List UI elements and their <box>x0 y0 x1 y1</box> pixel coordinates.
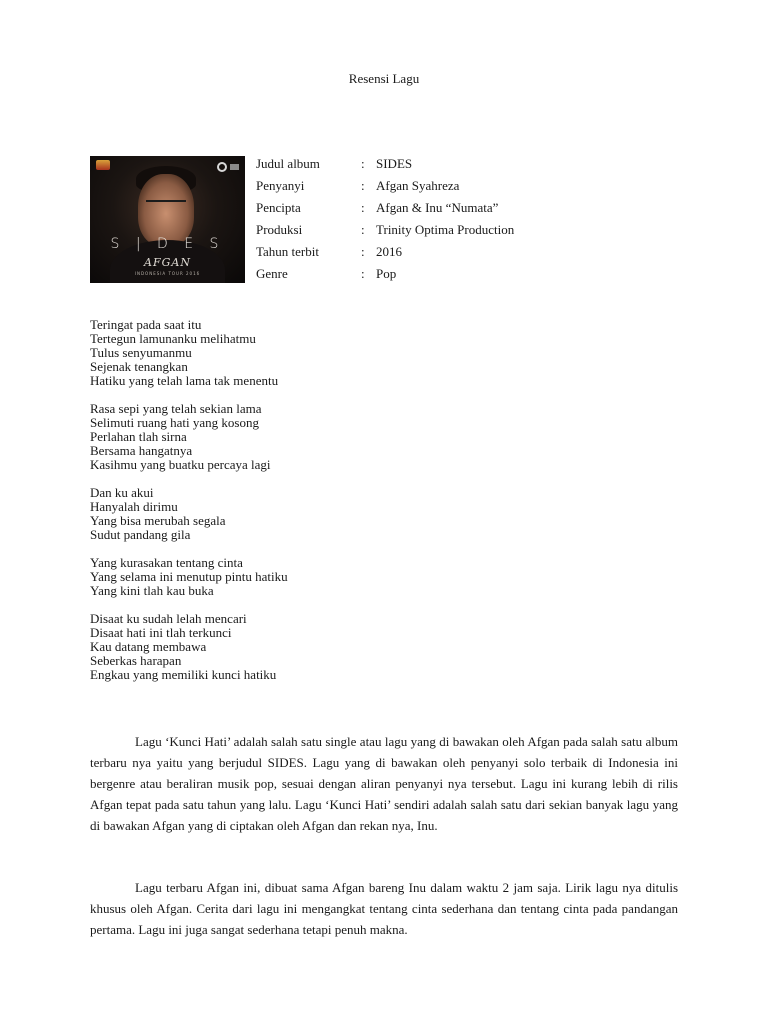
cover-artist: AFGAN <box>144 256 191 269</box>
info-value: 2016 <box>376 244 402 259</box>
lyrics-stanza <box>90 318 288 388</box>
glasses-icon <box>146 200 186 211</box>
info-colon: : <box>361 266 365 281</box>
sponsor-badge-icon <box>230 164 239 170</box>
review-paragraph <box>90 877 678 940</box>
lyric-line: Yang kurasakan tentang cinta <box>90 555 243 570</box>
info-value: SIDES <box>376 156 413 171</box>
label-logo-icon <box>96 160 110 170</box>
lyric-line: Tulus senyumanmu <box>90 345 192 360</box>
lyric-line: Yang selama ini menutup pintu hatiku <box>90 569 288 584</box>
info-colon: : <box>361 200 365 215</box>
lyric-line: Seberkas harapan <box>90 653 182 668</box>
lyric-line: Yang bisa merubah segala <box>90 513 226 528</box>
info-label: Produksi <box>256 222 303 237</box>
info-value: Pop <box>376 266 397 281</box>
page-title: Resensi Lagu <box>348 71 420 86</box>
sponsor-logo-icon <box>217 162 227 172</box>
lyric-line: Disaat ku sudah lelah mencari <box>90 611 247 626</box>
info-colon: : <box>361 244 365 259</box>
lyrics-stanza <box>90 486 288 542</box>
song-lyrics <box>90 318 288 696</box>
info-label: Genre <box>256 266 288 281</box>
info-value: Afgan & Inu “Numata” <box>376 200 499 215</box>
paragraph-text: Lagu terbaru Afgan ini, dibuat sama Afgan bareng Inu dalam waktu 2 jam saja. Lirik lagu nya ditulis khusus oleh Afgan. Cerita dari lagu ini mengangkat tentang cinta sederhana dan tentang cinta pada pandangan pertama. Lagu ini juga sangat sederhana tetapi penuh makna. <box>90 880 678 937</box>
lyric-line: Rasa sepi yang telah sekian lama <box>90 401 262 416</box>
lyric-line: Tertegun lamunanku melihatmu <box>90 331 256 346</box>
lyrics-stanza <box>90 556 288 598</box>
info-colon: : <box>361 178 365 193</box>
cover-title: S | D E S <box>110 236 225 252</box>
info-colon: : <box>361 156 365 171</box>
lyric-line: Hatiku yang telah lama tak menentu <box>90 373 279 388</box>
lyric-line: Perlahan tlah sirna <box>90 429 187 444</box>
review-paragraph <box>90 731 678 836</box>
info-label: Judul album <box>256 156 320 171</box>
lyric-line: Teringat pada saat itu <box>90 317 202 332</box>
lyric-line: Sejenak tenangkan <box>90 359 188 374</box>
info-colon: : <box>361 222 365 237</box>
lyric-line: Yang kini tlah kau buka <box>90 583 214 598</box>
lyric-line: Selimuti ruang hati yang kosong <box>90 415 259 430</box>
lyrics-stanza <box>90 402 288 472</box>
info-value: Afgan Syahreza <box>376 178 460 193</box>
lyric-line: Dan ku akui <box>90 485 154 500</box>
cover-tour: INDONESIA TOUR 2016 <box>134 271 201 276</box>
lyric-line: Kasihmu yang buatku percaya lagi <box>90 457 271 472</box>
lyric-line: Hanyalah dirimu <box>90 499 178 514</box>
info-value: Trinity Optima Production <box>376 222 515 237</box>
lyric-line: Kau datang membawa <box>90 639 207 654</box>
lyric-line: Disaat hati ini tlah terkunci <box>90 625 232 640</box>
lyric-line: Bersama hangatnya <box>90 443 193 458</box>
info-label: Pencipta <box>256 200 301 215</box>
info-label: Tahun terbit <box>256 244 319 259</box>
album-cover-image <box>90 156 245 283</box>
lyric-line: Sudut pandang gila <box>90 527 191 542</box>
paragraph-text: Lagu ‘Kunci Hati’ adalah salah satu single atau lagu yang di bawakan oleh Afgan pada salah satu album terbaru nya yaitu yang berjudul SIDES. Lagu yang di bawakan oleh penyanyi solo terbaik di Indonesia ini bergenre atau beraliran musik pop, sesuai dengan aliran penyanyi nya tersebut. Lagu ini kurang lebih di rilis Afgan tepat pada satu tahun yang lalu. Lagu ‘Kunci Hati’ sendiri adalah salah satu dari sekian banyak lagu yang di bawakan Afgan yang di ciptakan oleh Afgan dan rekan nya, Inu. <box>90 734 678 833</box>
info-label: Penyanyi <box>256 178 305 193</box>
lyrics-stanza <box>90 612 288 682</box>
lyric-line: Engkau yang memiliki kunci hatiku <box>90 667 277 682</box>
